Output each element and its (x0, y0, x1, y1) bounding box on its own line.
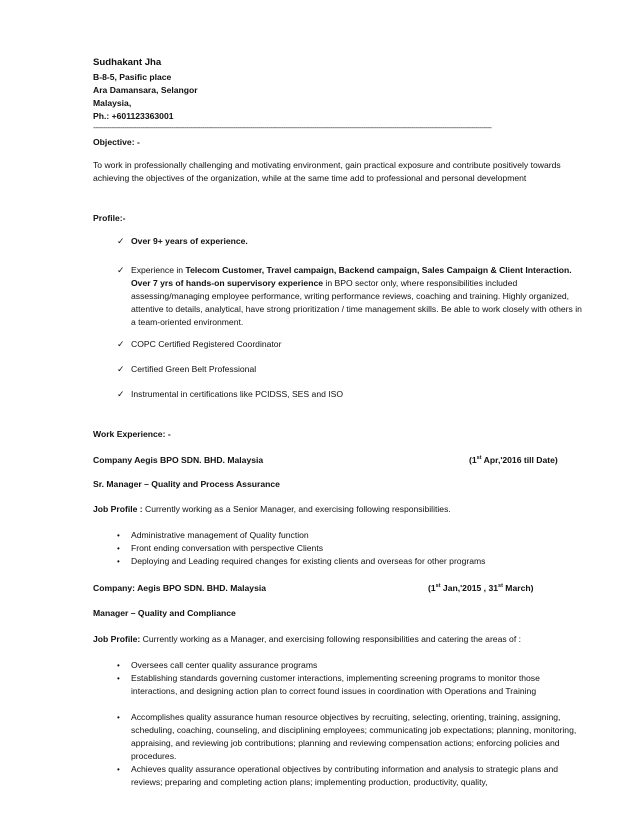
candidate-name: Sudhakant Jha (93, 57, 162, 68)
separator-line: ------------------------------------------------------------------------------------------------------------------------------------------------------------------------------------------------- (93, 123, 492, 132)
job1-date-start: (1 (469, 455, 477, 465)
profile-item-summary-detail: in BPO sector only, where responsibilities included assessing/managing employee performance, writing performance reviews, coaching and training. Highly organized, attentive to details, analytical, have strong prioritization / time management skills. Be able to work closely with others in a team-oriented environment. (131, 278, 582, 327)
job1-dates (469, 454, 558, 467)
job2-profile-text: Currently working as a Manager, and exercising following responsibilities and catering the areas of : (140, 634, 521, 644)
job2-profile (93, 633, 521, 646)
job2-date-suffix: st (498, 583, 503, 590)
job1-duty: Deploying and Leading required changes for existing clients and overseas for other programs (131, 556, 486, 566)
bullet-icon: • (117, 674, 120, 683)
bullet-icon: • (117, 557, 120, 566)
address-line-3: Malaysia, (93, 98, 132, 108)
job1-profile-label: Job Profile : (93, 504, 143, 514)
checkmark-icon: ✓ (117, 339, 125, 349)
phone-number: Ph.: +601123363001 (93, 111, 174, 121)
address-line-2: Ara Damansara, Selangor (93, 85, 198, 95)
checkmark-icon: ✓ (117, 265, 125, 275)
bullet-icon: • (117, 765, 120, 774)
job1-company: Company Aegis BPO SDN. BHD. Malaysia (93, 455, 264, 465)
job2-date-start: (1 (428, 583, 436, 593)
profile-item-experience: Over 9+ years of experience. (131, 236, 248, 246)
profile-item-copc: COPC Certified Registered Coordinator (131, 339, 282, 349)
job2-profile-label: Job Profile: (93, 634, 141, 644)
job2-date-end: March) (502, 583, 534, 593)
checkmark-icon: ✓ (117, 389, 125, 399)
profile-item-summary-highlight: Telecom Customer, Travel campaign, Backend campaign, Sales Campaign & Client Interaction. Over 7 yrs of hands-on supervisory experience (131, 265, 572, 288)
job2-role: Manager – Quality and Compliance (93, 608, 236, 618)
bullet-icon: • (117, 661, 120, 670)
job2-duty: Establishing standards governing customer interactions, implementing screening programs to monitor those interactions, and designing action plan to correct found issues in coordination with Operations and Training (131, 673, 540, 696)
job2-duty: Oversees call center quality assurance programs (131, 660, 318, 670)
job1-duty: Administrative management of Quality function (131, 530, 309, 540)
job1-date-suffix: st (476, 455, 482, 462)
job2-company: Company: Aegis BPO SDN. BHD. Malaysia (93, 583, 267, 593)
job1-role: Sr. Manager – Quality and Process Assurance (93, 479, 280, 489)
job2-date-middle: Jan,'2015 , 31 (440, 583, 499, 593)
address-line-1: B-8-5, Pasific place (93, 72, 172, 82)
job2-date-suffix: st (435, 583, 441, 590)
bullet-icon: • (117, 544, 120, 553)
job2-duty: Achieves quality assurance operational objectives by contributing information and analysis to strategic plans and reviews; preparing and completing action plans; implementing production, productivity, quality, (131, 764, 559, 787)
profile-item-summary (131, 264, 583, 329)
profile-heading: Profile:- (93, 213, 126, 223)
objective-heading: Objective: - (93, 137, 140, 147)
job1-date-end: Apr,'2016 till Date) (481, 455, 558, 465)
objective-text: To work in professionally challenging and motivating environment, gain practical exposure and contribute positively towards achieving the objectives of the organization, while at the same time add to professional and personal development (93, 160, 561, 183)
job1-duty: Front ending conversation with perspective Clients (131, 543, 324, 553)
bullet-icon: • (117, 531, 120, 540)
job1-profile (93, 503, 451, 516)
checkmark-icon: ✓ (117, 236, 125, 246)
profile-item-green-belt: Certified Green Belt Professional (131, 364, 257, 374)
profile-item-summary-intro: Experience in (131, 265, 186, 275)
job2-duty: Accomplishes quality assurance human resource objectives by recruiting, selecting, orienting, training, assigning, scheduling, coaching, counseling, and disciplining employees; communicating job expectations; planning, monitoring, appraising, and reviewing job contributions; planning and reviewing compensation actions; enforcing policies and procedures. (131, 712, 577, 761)
profile-item-certifications: Instrumental in certifications like PCIDSS, SES and ISO (131, 389, 344, 399)
work-experience-heading: Work Experience: - (93, 429, 171, 439)
job2-dates (428, 582, 533, 595)
job1-profile-text: Currently working as a Senior Manager, and exercising following responsibilities. (142, 504, 451, 514)
checkmark-icon: ✓ (117, 364, 125, 374)
bullet-icon: • (117, 713, 120, 722)
